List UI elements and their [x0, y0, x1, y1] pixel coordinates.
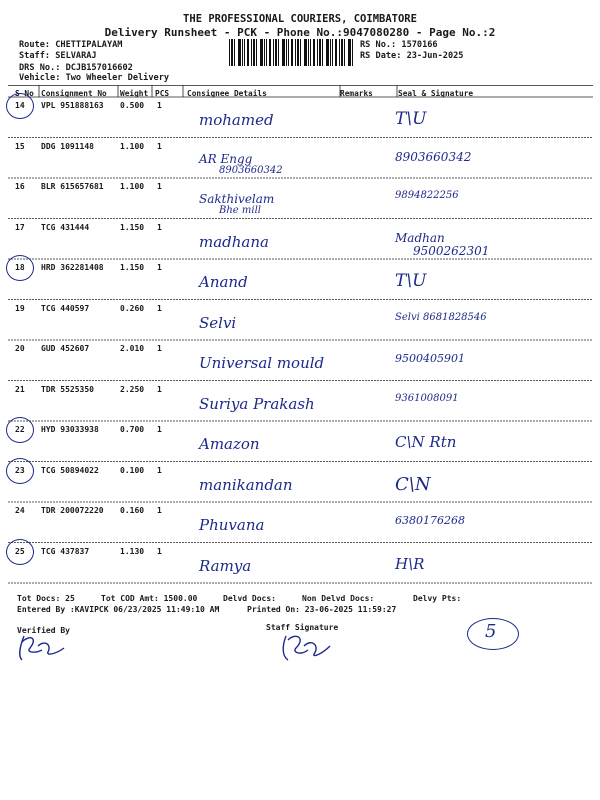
row-consignment-no: TDR 200072220	[41, 506, 104, 515]
row-consignment-no: TCG 50894022	[41, 465, 99, 475]
entered-by: Entered By :KAVIPCK 06/23/2025 11:49:10 AM	[17, 605, 220, 614]
row-weight: 1.100	[120, 182, 145, 191]
delivery-points: Delvy Pts:	[413, 594, 462, 603]
barcode-image	[229, 39, 355, 66]
row-consignment-no: VPL 951888163	[41, 101, 104, 110]
barcode-bar	[352, 39, 353, 66]
row-consignee-handwriting: Selvi	[199, 313, 237, 332]
row-consignee-handwriting: Ramya	[199, 556, 252, 575]
row-consignment-no: HRD 362281408	[41, 263, 104, 272]
barcode-bar	[273, 39, 274, 66]
col-header-signature: Seal & Signature	[398, 89, 474, 98]
barcode-bar	[269, 39, 271, 66]
row-consignment-no: GUD 452607	[41, 344, 90, 353]
non-delivered-docs: Non Delvd Docs:	[302, 594, 375, 603]
row-signature-handwriting: 6380176268	[395, 514, 465, 527]
row-pcs: 1	[157, 101, 162, 110]
delivered-docs: Delvd Docs:	[223, 594, 276, 603]
total-cod: Tot COD Amt: 1500.00	[101, 594, 198, 603]
barcode-bar	[251, 39, 252, 66]
row-weight: 2.250	[120, 384, 145, 394]
barcode-bar	[244, 39, 245, 66]
sno-circle-mark	[6, 458, 34, 484]
barcode-bar	[313, 39, 315, 66]
circled-count: 5	[485, 621, 497, 642]
printed-on: Printed On: 23-06-2025 11:59:27	[247, 605, 397, 614]
row-sno: 15	[15, 141, 25, 151]
barcode-bar	[247, 39, 249, 66]
row-sno: 19	[15, 303, 25, 313]
row-signature-handwriting: 9361008091	[395, 392, 459, 404]
col-header-consignment: Consignment No	[41, 89, 107, 98]
row-sno: 23	[15, 465, 25, 475]
row-consignment-no: TDR 5525350	[41, 384, 94, 394]
row-consignee-handwriting: Sakthivelam	[199, 192, 275, 206]
barcode-bar	[242, 39, 243, 66]
sno-circle-mark	[6, 417, 34, 443]
row-pcs: 1	[157, 344, 162, 353]
row-sno: 21	[15, 384, 25, 394]
barcode-bar	[344, 39, 345, 66]
barcode-bar	[348, 39, 351, 66]
row-signature-handwriting: 9500405901	[395, 352, 465, 365]
row-sno: 16	[15, 182, 25, 191]
row-pcs: 1	[157, 141, 162, 151]
row-sno: 25	[15, 546, 25, 556]
route-label: Route: CHETTIPALAYAM	[19, 40, 123, 50]
row-pcs: 1	[157, 303, 162, 313]
barcode-bar	[308, 39, 309, 66]
barcode-bar	[330, 39, 331, 66]
row-sno: 17	[15, 222, 25, 232]
sno-circle-mark	[6, 93, 34, 119]
barcode-bar	[317, 39, 318, 66]
col-header-pcs: PCS	[155, 89, 170, 98]
barcode-bar	[300, 39, 301, 66]
barcode-bar	[297, 39, 299, 66]
vehicle-label: Vehicle: Two Wheeler Delivery	[19, 73, 170, 83]
row-weight: 1.130	[120, 546, 145, 556]
row-consignment-no: TCG 440597	[41, 303, 90, 313]
barcode-bar	[288, 39, 289, 66]
row-signature-handwriting: C\N	[395, 473, 431, 495]
barcode-bar	[260, 39, 263, 66]
row-signature-handwriting: H\R	[395, 554, 425, 573]
row-weight: 0.100	[120, 465, 145, 475]
row-signature-handwriting: T\U	[395, 109, 427, 129]
row-consignment-no: TCG 431444	[41, 222, 90, 232]
barcode-bar	[322, 39, 323, 66]
row-consignee-handwriting: Amazon	[199, 435, 260, 453]
row-signature-handwriting: Madhan	[395, 230, 445, 245]
company-title: THE PROFESSIONAL COURIERS, COIMBATORE	[183, 13, 417, 25]
staff-label: Staff: SELVARAJ	[19, 51, 97, 61]
row-signature-handwriting: C\N Rtn	[395, 433, 457, 451]
sno-circle-mark	[6, 255, 34, 281]
row-consignee-handwriting: Anand	[199, 273, 248, 291]
row-pcs: 1	[157, 465, 162, 475]
barcode-bar	[304, 39, 307, 66]
barcode-bar	[310, 39, 311, 66]
barcode-bar	[319, 39, 321, 66]
row-weight: 2.010	[120, 344, 145, 353]
barcode-bar	[231, 39, 233, 66]
verifier-signature	[12, 628, 72, 664]
row-consignment-no: HYD 93033938	[41, 425, 99, 434]
barcode-bar	[256, 39, 257, 66]
row-weight: 1.150	[120, 263, 145, 272]
row-pcs: 1	[157, 506, 162, 515]
col-header-consignee: Consignee Details	[187, 89, 267, 98]
row-pcs: 1	[157, 546, 162, 556]
row-pcs: 1	[157, 263, 162, 272]
row-consignment-no: TCG 437837	[41, 546, 90, 556]
barcode-bar	[278, 39, 279, 66]
row-signature-handwriting: 9500262301	[413, 243, 490, 258]
row-signature-handwriting: 9894822256	[395, 190, 459, 201]
row-consignee-handwriting: manikandan	[199, 475, 293, 494]
barcode-bar	[341, 39, 343, 66]
row-pcs: 1	[157, 425, 162, 434]
barcode-bar	[264, 39, 265, 66]
row-signature-handwriting: Selvi 8681828546	[395, 311, 487, 323]
row-consignee-handwriting: AR Engg	[199, 151, 253, 166]
row-weight: 0.260	[120, 303, 145, 313]
col-header-remarks: Remarks	[340, 89, 373, 98]
row-pcs: 1	[157, 384, 162, 394]
sno-circle-mark	[6, 539, 34, 565]
row-consignee-handwriting: Phuvana	[199, 516, 265, 534]
row-pcs: 1	[157, 222, 162, 232]
row-weight: 0.500	[120, 101, 145, 110]
col-header-weight: Weight	[120, 89, 149, 98]
row-consignee-handwriting: Bhe mill	[219, 205, 261, 216]
row-weight: 0.700	[120, 425, 145, 434]
barcode-bar	[275, 39, 277, 66]
row-pcs: 1	[157, 182, 162, 191]
row-weight: 0.160	[120, 506, 145, 515]
barcode-bar	[234, 39, 235, 66]
rs-number: RS No.: 1570166	[360, 40, 438, 50]
runsheet-subtitle: Delivery Runsheet - PCK - Phone No.:9047080280 - Page No.:2	[104, 26, 496, 39]
barcode-bar	[332, 39, 333, 66]
row-consignee-handwriting: Suriya Prakash	[199, 394, 315, 413]
row-consignment-no: BLR 615657681	[41, 182, 104, 191]
barcode-bar	[339, 39, 340, 66]
row-consignee-handwriting: Universal mould	[199, 354, 325, 372]
row-signature-handwriting: 8903660342	[395, 149, 472, 164]
barcode-bar	[266, 39, 267, 66]
barcode-bar	[335, 39, 337, 66]
barcode-bar	[282, 39, 285, 66]
row-sno: 24	[15, 506, 25, 515]
barcode-bar	[291, 39, 293, 66]
barcode-bar	[295, 39, 296, 66]
row-signature-handwriting: T\U	[395, 271, 427, 291]
drs-number: DRS No.: DCJB157016602	[19, 63, 133, 73]
col-header-sno: S No	[15, 89, 34, 98]
row-sno: 22	[15, 425, 25, 434]
row-sno: 20	[15, 344, 25, 353]
staff-signature-label: Staff Signature	[266, 623, 339, 632]
row-sno: 14	[15, 101, 25, 110]
row-consignee-handwriting: madhana	[199, 232, 269, 251]
barcode-bar	[238, 39, 241, 66]
row-consignee-handwriting: 8903660342	[219, 164, 283, 176]
row-weight: 1.150	[120, 222, 145, 232]
verified-by-label: Verified By	[17, 626, 70, 635]
row-consignee-handwriting: mohamed	[199, 111, 274, 129]
total-docs: Tot Docs: 25	[17, 594, 75, 603]
row-sno: 18	[15, 263, 25, 272]
barcode-bar	[253, 39, 255, 66]
row-consignment-no: DDG 1091148	[41, 141, 94, 151]
barcode-bar	[286, 39, 287, 66]
rs-date: RS Date: 23-Jun-2025	[360, 51, 464, 61]
staff-signature	[276, 628, 336, 664]
barcode-bar	[326, 39, 329, 66]
row-weight: 1.100	[120, 141, 145, 151]
barcode-bar	[229, 39, 230, 66]
